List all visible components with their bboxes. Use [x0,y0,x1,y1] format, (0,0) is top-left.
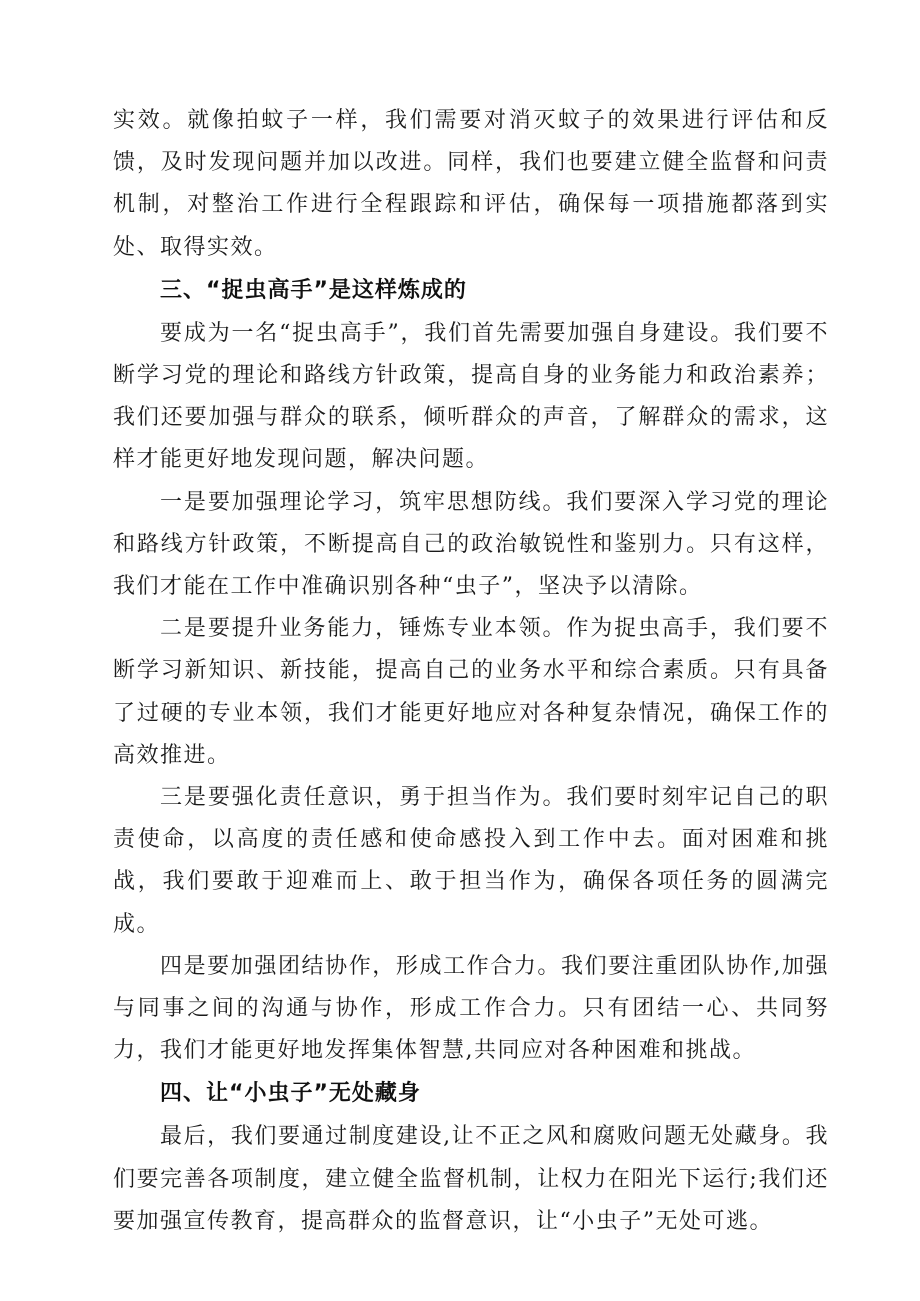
paragraph-section-4: 最后，我们要通过制度建设,让不正之风和腐败问题无处藏身。我们要完善各项制度，建立健全监督机制，让权力在阳光下运行;我们还要加强宣传教育，提高群众的监督意识，让“小虫子”无处可逃。 [113,1124,829,1234]
paragraph-point-3: 三是要强化责任意识，勇于担当作为。我们要时刻牢记自己的职责使命，以高度的责任感和使命感投入到工作中去。面对困难和挑战，我们要敢于迎难而上、敢于担当作为，确保各项任务的圆满完成。 [113,785,829,937]
paragraph-point-1: 一是要加强理论学习，筑牢思想防线。我们要深入学习党的理论和路线方针政策，不断提高自己的政治敏锐性和鉴别力。只有这样，我们才能在工作中准确识别各种“虫子”，坚决予以清除。 [113,489,829,600]
paragraph-intro-section-3: 要成为一名“捉虫高手”，我们首先需要加强自身建设。我们要不断学习党的理论和路线方针政策，提高自身的业务能力和政治素养；我们还要加强与群众的联系，倾听群众的声音，了解群众的需求，这样才能更好地发现问题，解决问题。 [113,320,829,473]
paragraph-point-4: 四是要加强团结协作，形成工作合力。我们要注重团队协作,加强与同事之间的沟通与协作，形成工作合力。只有团结一心、共同努力，我们才能更好地发挥集体智慧,共同应对各种困难和挑战。 [113,953,829,1064]
paragraph-continuation: 实效。就像拍蚊子一样，我们需要对消灭蚊子的效果进行评估和反馈，及时发现问题并加以改进。同样，我们也要建立健全监督和问责机制，对整治工作进行全程跟踪和评估，确保每一项措施都落到实处、取得实效。 [113,108,829,260]
paragraph-point-2: 二是要提升业务能力，锤炼专业本领。作为捉虫高手，我们要不断学习新知识、新技能，提高自己的业务水平和综合素质。只有具备了过硬的专业本领，我们才能更好地应对各种复杂情况，确保工作的高效推进。 [113,616,829,768]
section-heading-4: 四、让“小虫子”无处藏身 [160,1081,421,1107]
document-body [113,100,829,1243]
section-heading-3: 三、“捉虫高手”是这样炼成的 [160,277,467,303]
